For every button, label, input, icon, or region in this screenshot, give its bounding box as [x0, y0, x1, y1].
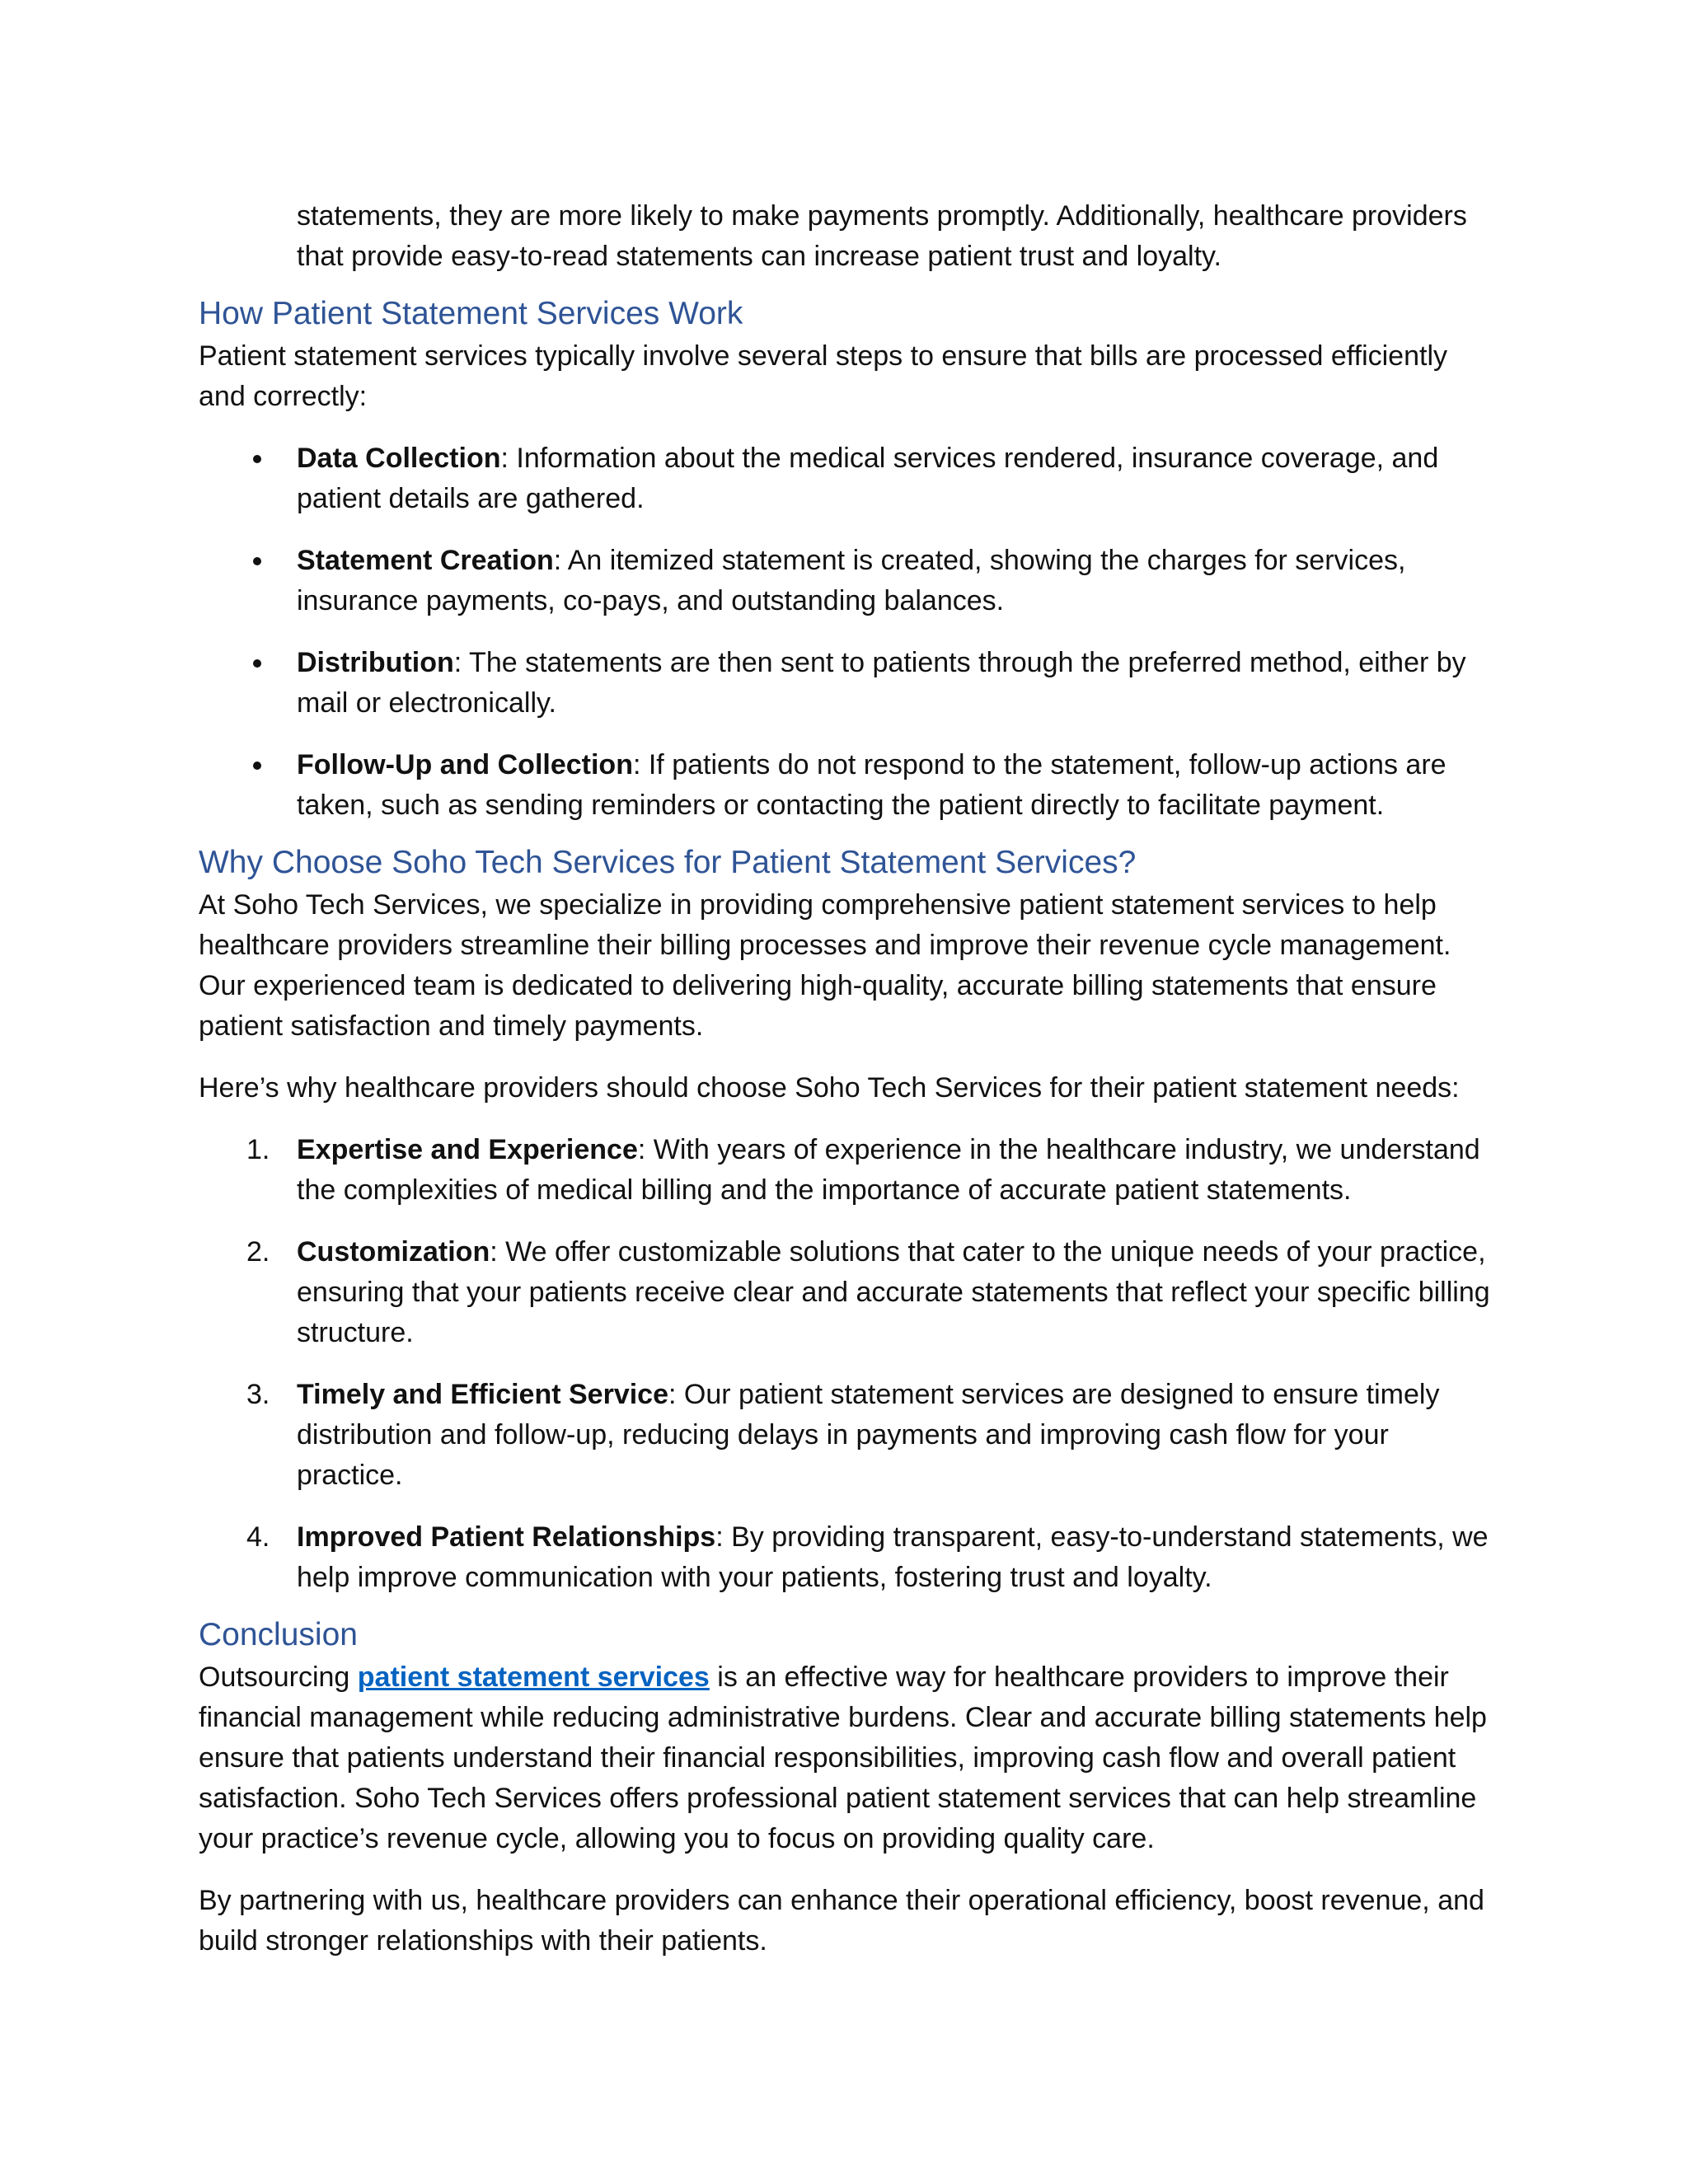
bullet-icon: [253, 557, 261, 565]
how-intro-paragraph: Patient statement services typically involve several steps to ensure that bills are processed efficiently and correctly:: [199, 340, 1447, 412]
list-item: [199, 1375, 1493, 1496]
item-term: Improved Patient Relationships: [297, 1521, 716, 1553]
item-number: 2.: [246, 1236, 270, 1268]
item-number: 4.: [246, 1521, 270, 1553]
item-text: : By providing transparent, easy-to-understand statements, we help improve communication with your patients, fostering trust and loyalty.: [297, 1521, 1489, 1593]
how-steps-list: [199, 438, 1493, 826]
list-item: [199, 541, 1493, 621]
item-number: 1.: [246, 1134, 270, 1165]
item-number: 3.: [246, 1379, 270, 1410]
document-body: [199, 196, 1493, 1961]
intro-continuation: statements, they are more likely to make payments promptly. Additionally, healthcare providers that provide easy-to-read statements can increase patient trust and loyalty.: [297, 200, 1467, 272]
reasons-list: [199, 1130, 1493, 1598]
list-item: [199, 745, 1493, 826]
item-term: Distribution: [297, 647, 454, 678]
conclusion-paragraph-2: By partnering with us, healthcare providers can enhance their operational efficiency, boost revenue, and build stronger relationships with their patients.: [199, 1885, 1484, 1957]
why-paragraph-1: At Soho Tech Services, we specialize in providing comprehensive patient statement services to help healthcare providers streamline their billing processes and improve their revenue cycle management. Our experienced team is dedicated to delivering high-quality, accurate billing statements that ensure patient satisfaction and timely payments.: [199, 889, 1451, 1042]
bullet-icon: [253, 455, 261, 463]
item-text: : Our patient statement services are designed to ensure timely distribution and follow-up, reducing delays in payments and improving cash flow for your practice.: [297, 1379, 1440, 1491]
heading-how-it-works: How Patient Statement Services Work: [199, 296, 743, 331]
heading-why-choose: Why Choose Soho Tech Services for Patient Statement Services?: [199, 845, 1137, 880]
item-text: : An itemized statement is created, showing the charges for services, insurance payments, co-pays, and outstanding balances.: [297, 545, 1406, 616]
list-item: [199, 1130, 1493, 1211]
list-item: [199, 438, 1493, 519]
item-term: Customization: [297, 1236, 490, 1268]
item-text: : The statements are then sent to patients through the preferred method, either by mail or electronically.: [297, 647, 1466, 719]
item-text: : If patients do not respond to the statement, follow-up actions are taken, such as sending reminders or contacting the patient directly to facilitate payment.: [297, 749, 1447, 821]
item-term: Expertise and Experience: [297, 1134, 638, 1165]
conclusion-paragraph-1: [199, 1657, 1493, 1859]
bullet-icon: [253, 762, 261, 770]
item-text: : With years of experience in the healthcare industry, we understand the complexities of medical billing and the importance of accurate patient statements.: [297, 1134, 1480, 1206]
list-item: [199, 1232, 1493, 1353]
item-text: : Information about the medical services rendered, insurance coverage, and patient details are gathered.: [297, 443, 1439, 514]
why-paragraph-2: Here’s why healthcare providers should choose Soho Tech Services for their patient statement needs:: [199, 1072, 1460, 1104]
item-term: Data Collection: [297, 443, 501, 474]
list-item: [199, 643, 1493, 724]
item-term: Timely and Efficient Service: [297, 1379, 668, 1410]
list-item: [199, 1517, 1493, 1598]
conclusion-text-before-link: Outsourcing: [199, 1661, 358, 1693]
conclusion-text-after-link: is an effective way for healthcare providers to improve their financial management while reducing administrative burdens. Clear and accurate billing statements help ensure that patients understand their financial responsibilities, improving cash flow and overall patient satisfaction. Soho Tech Services offers professional patient statement services that can help streamline your practice’s revenue cycle, allowing you to focus on providing quality care.: [199, 1661, 1487, 1854]
patient-statement-services-link[interactable]: patient statement services: [357, 1661, 710, 1693]
item-text: : We offer customizable solutions that cater to the unique needs of your practice, ensuring that your patients receive clear and accurate statements that reflect your specific billing structure.: [297, 1236, 1490, 1348]
heading-conclusion: Conclusion: [199, 1617, 358, 1652]
item-term: Statement Creation: [297, 545, 554, 576]
bullet-icon: [253, 659, 261, 668]
item-term: Follow-Up and Collection: [297, 749, 633, 780]
